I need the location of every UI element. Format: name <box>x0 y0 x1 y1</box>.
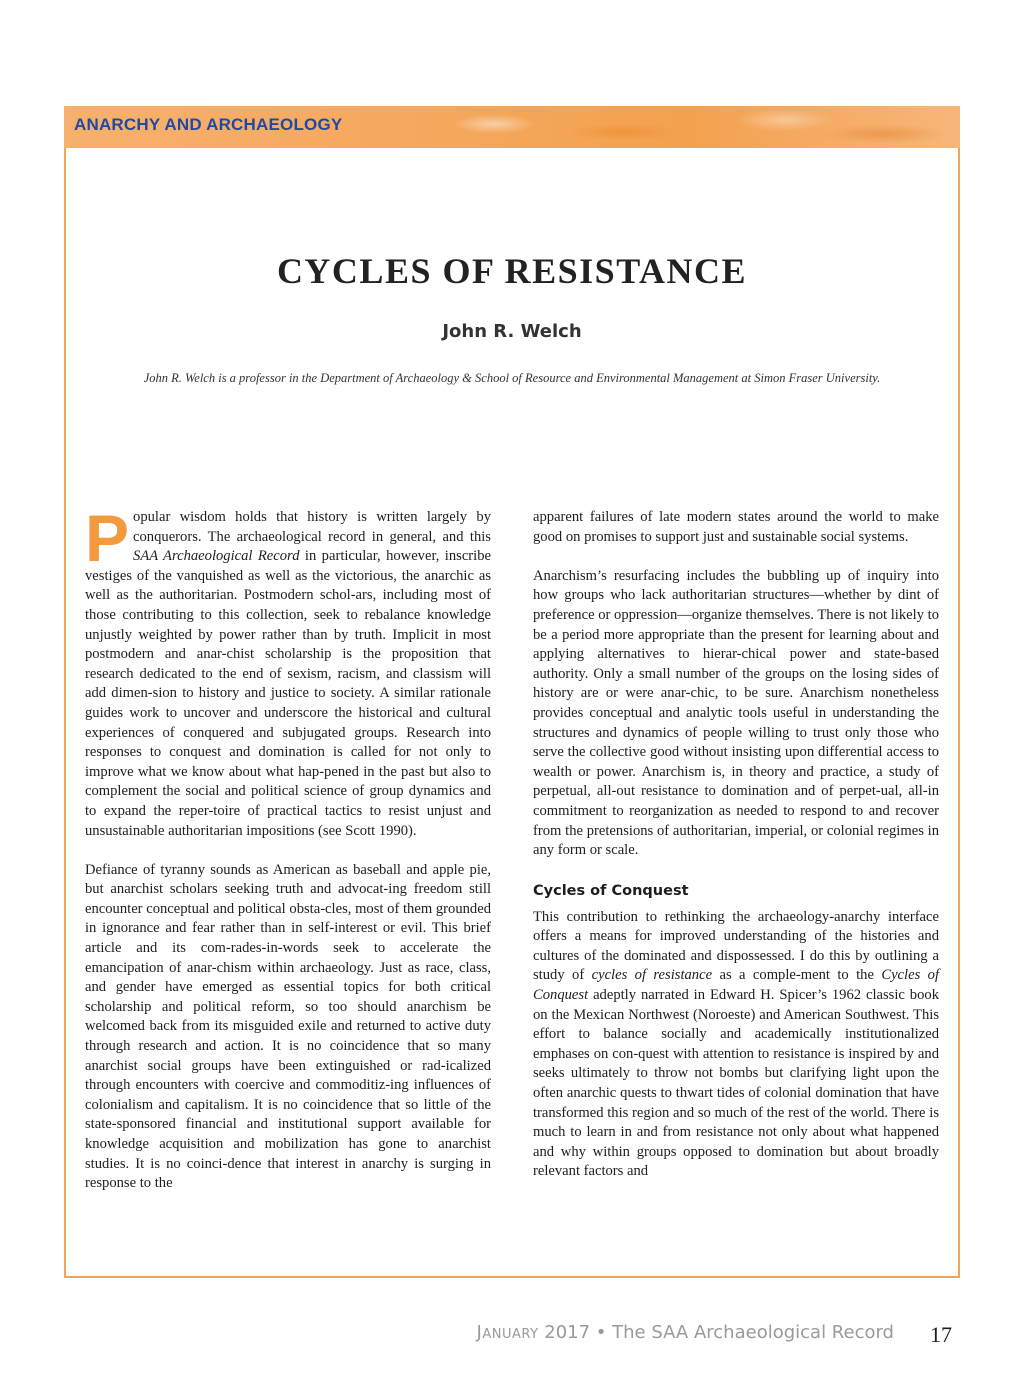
right-column <box>533 508 939 1202</box>
footer-year: 2017 <box>544 1322 591 1343</box>
paragraph: Anarchism’s resurfacing includes the bubbling up of inquiry into how groups who lack authoritarian structures—whether by dint of preference or oppression—organize themselves. There is not likely to be a period more appropriate than the present for learning about and applying alternatives to hierar-chical power and state-based authority. Only a small number of the groups on the losing sides of history are or were anar-chic, to be sure. Anarchism nonetheless provides conceptual and analytic tools useful in understanding the structures and dynamics of people willing to trust only those who serve the collective good without insisting upon differential access to wealth or power. Anarchism is, in theory and practice, a study of perpetual, all-out resistance to domination and of perpet-ual, all-in commitment to reorganization as needed to respond to and recover from the pretensions of authoritarian, imperial, or colonial regimes in any form or scale. <box>533 567 939 859</box>
section-banner <box>64 106 960 148</box>
paragraph-text: opular wisdom holds that history is written largely by conquerors. The archaeological record in general, and this <box>133 509 491 545</box>
emphasis-text: cycles of resistance <box>591 967 713 984</box>
author-bio: John R. Welch is a professor in the Department of Archaeology & School of Resource and Environmental Management at Simon Fraser University. <box>143 371 881 385</box>
page-number: 17 <box>930 1322 952 1347</box>
article-author: John R. Welch <box>442 321 582 342</box>
section-heading: Cycles of Conquest <box>533 882 689 899</box>
paragraph <box>533 908 939 1182</box>
paragraph-text: as a comple-ment to the <box>712 967 882 984</box>
page-footer <box>470 1322 894 1343</box>
paragraph-text: in particular, however, inscribe vestiges of the vanquished as well as the victorious, the anarchic as well as the authoritarian. Postmodern schol-ars, including most of those contributing to this collection, seek to rebalance knowledge unjustly weighted by power rather than by truth. Implicit in most postmodern and anar-chist scholarship is the proposition that research dedicated to the end of sexism, racism, and classism will add dimen-sion to history and justice to society. A similar rationale guides work to uncover and underscore the historical and cultural experiences of conquered and subjugated groups. Research into responses to conquest and domination is called for not only to improve what we know about what hap-pened in the past but also to complement the social and political science of group dynamics and to expand the reper-toire of practical tactics to resist unjust and unsustainable authoritarian impositions (see Scott 1990). <box>85 548 491 839</box>
paragraph <box>85 501 491 841</box>
drop-cap: P <box>85 501 130 575</box>
book-title: Cycles of Conquest <box>533 967 940 1004</box>
footer-journal: The SAA Archaeological Record <box>612 1322 894 1343</box>
footer-month: January <box>476 1322 539 1343</box>
left-column <box>85 501 491 1213</box>
article-title: CYCLES OF RESISTANCE <box>276 251 748 291</box>
paragraph-text: adeptly narrated in Edward H. Spicer’s 1962 classic book on the Mexican Northwest (Noroeste) and American Southwest. This effort to balance socially and academically institutionalized emphases on con-quest with attention to resistance is inspired by and seeks ultimately to throw not bombs but clarifying light upon the often anarchic quests to thwart tides of colonial domination that have transformed this region and so much of the rest of the world. There is much to learn in and from resistance not only about what happened and why within groups opposed to domination but about broadly relevant factors and <box>533 987 939 1180</box>
paragraph: Defiance of tyranny sounds as American as baseball and apple pie, but anarchist scholars seeking truth and advocat-ing freedom still encounter conceptual and political obsta-cles, most of them grounded in ignorance and fear rather than in self-interest or evil. This brief article and its com-rades-in-words seek to accelerate the emancipation of anar-chism within archaeology. Just as race, class, and gender have emerged as essential topics for both critical scholarship and political reform, so too should anarchism be welcomed back from its misguided exile and returned to active duty through research and action. It is no coincidence that so many anarchist social groups have been extinguished or rad-icalized through encounters with coercive and commoditiz-ing influences of colonialism and capitalism. It is no coincidence that so little of the state-sponsored financial and institutional support available for knowledge acquisition and mobilization has gone to anarchist studies. It is no coinci-dence that interest in anarchy is surging in response to the <box>85 861 491 1192</box>
paragraph: apparent failures of late modern states around the world to make good on promises to support just and sustainable social systems. <box>533 509 939 545</box>
footer-separator: • <box>595 1322 607 1343</box>
paragraph-text: This contribution to rethinking the archaeology-anarchy interface offers a means for improved understanding of the histories and cultures of the dominated and dispossessed. I do this by outlining a study of <box>533 908 939 984</box>
publication-title: SAA Archaeological Record <box>133 548 300 565</box>
section-kicker: ANARCHY AND ARCHAEOLOGY <box>74 115 343 134</box>
